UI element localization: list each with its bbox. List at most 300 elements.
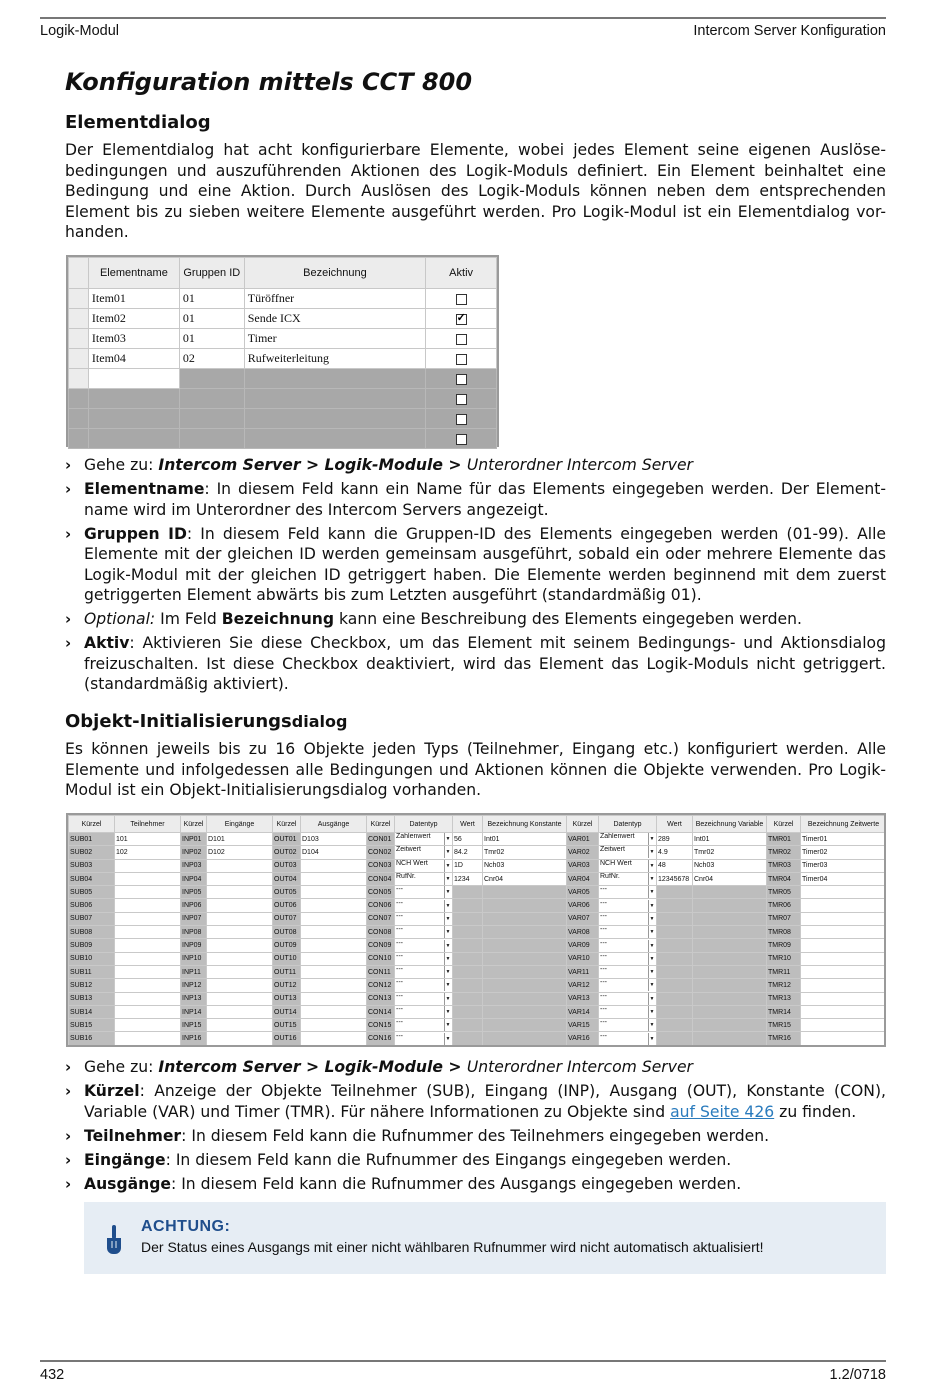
datatype-dropdown[interactable] <box>600 940 655 952</box>
table-cell-name[interactable] <box>88 369 179 389</box>
table-cell[interactable] <box>301 1032 367 1045</box>
chevron-down-icon[interactable]: ▼ <box>444 873 451 885</box>
table-cell[interactable] <box>599 886 657 899</box>
table-cell[interactable] <box>395 965 453 978</box>
object-code-cell: TMR01 <box>767 833 801 846</box>
table-cell[interactable] <box>599 1005 657 1018</box>
table-cell[interactable] <box>599 952 657 965</box>
active-checkbox[interactable] <box>456 394 467 405</box>
table-cell[interactable] <box>301 912 367 925</box>
table-cell[interactable] <box>657 886 693 899</box>
table-cell[interactable] <box>599 872 657 885</box>
datatype-dropdown[interactable] <box>600 1033 655 1045</box>
table-cell[interactable] <box>115 886 181 899</box>
active-checkbox[interactable] <box>456 354 467 365</box>
table-cell[interactable] <box>483 1005 567 1018</box>
table-cell[interactable] <box>801 926 887 939</box>
table-cell[interactable] <box>453 899 483 912</box>
table-cell-desc[interactable] <box>244 429 425 449</box>
table-cell[interactable] <box>207 872 273 885</box>
table-cell[interactable]: D101 <box>207 833 273 846</box>
chevron-down-icon[interactable]: ▼ <box>648 940 655 952</box>
table-cell[interactable] <box>599 992 657 1005</box>
table-cell[interactable] <box>395 939 453 952</box>
dropdown-value: --- <box>600 952 607 960</box>
table-cell[interactable] <box>395 992 453 1005</box>
table-cell[interactable] <box>483 979 567 992</box>
datatype-dropdown[interactable] <box>600 846 655 858</box>
table-cell[interactable] <box>801 965 887 978</box>
chevron-down-icon[interactable]: ▼ <box>648 953 655 965</box>
table-cell[interactable]: Tmr02 <box>693 846 767 859</box>
table-cell[interactable] <box>693 952 767 965</box>
datatype-dropdown[interactable] <box>600 873 655 885</box>
table-cell[interactable] <box>599 912 657 925</box>
table-cell[interactable]: D103 <box>301 833 367 846</box>
dropdown-value: --- <box>600 926 607 934</box>
table-cell[interactable] <box>657 926 693 939</box>
table-cell[interactable] <box>453 992 483 1005</box>
table-cell[interactable] <box>301 872 367 885</box>
chevron-down-icon[interactable]: ▼ <box>444 846 451 858</box>
table-cell-name[interactable]: Item03 <box>88 329 179 349</box>
table-cell[interactable] <box>207 912 273 925</box>
chevron-down-icon[interactable]: ▼ <box>444 1019 451 1031</box>
table-cell[interactable] <box>599 859 657 872</box>
active-checkbox[interactable] <box>456 374 467 385</box>
table-cell[interactable] <box>483 899 567 912</box>
datatype-dropdown[interactable] <box>396 993 451 1005</box>
table-cell[interactable] <box>207 939 273 952</box>
table-cell[interactable] <box>483 1019 567 1032</box>
object-code-cell: VAR14 <box>567 1005 599 1018</box>
table-cell[interactable] <box>483 965 567 978</box>
table-cell[interactable] <box>115 926 181 939</box>
table-cell-desc[interactable]: Rufweiterleitung <box>244 349 425 369</box>
table-cell[interactable] <box>693 912 767 925</box>
table-cell[interactable] <box>657 1019 693 1032</box>
chevron-down-icon[interactable]: ▼ <box>648 1006 655 1018</box>
datatype-dropdown[interactable] <box>396 940 451 952</box>
table-cell[interactable]: Timer02 <box>801 846 887 859</box>
table-cell[interactable] <box>801 886 887 899</box>
datatype-dropdown[interactable] <box>396 886 451 898</box>
chevron-down-icon[interactable]: ▼ <box>648 846 655 858</box>
datatype-dropdown[interactable] <box>396 913 451 925</box>
chevron-down-icon[interactable]: ▼ <box>648 979 655 991</box>
table-cell[interactable]: 289 <box>657 833 693 846</box>
table-cell[interactable] <box>115 979 181 992</box>
table-cell[interactable] <box>207 926 273 939</box>
table-cell[interactable]: Cnr04 <box>483 872 567 885</box>
table-cell[interactable] <box>693 992 767 1005</box>
table-cell-desc[interactable] <box>244 369 425 389</box>
table-cell[interactable]: 12345678 <box>657 872 693 885</box>
table-cell[interactable]: 1234 <box>453 872 483 885</box>
table-cell[interactable] <box>693 979 767 992</box>
datatype-dropdown[interactable] <box>396 953 451 965</box>
datatype-dropdown[interactable] <box>396 833 451 845</box>
table-cell[interactable] <box>395 979 453 992</box>
table-cell[interactable] <box>395 872 453 885</box>
table-cell-active <box>426 329 497 349</box>
chevron-down-icon[interactable]: ▼ <box>444 913 451 925</box>
table-cell[interactable] <box>207 992 273 1005</box>
chevron-down-icon[interactable]: ▼ <box>648 886 655 898</box>
table-cell[interactable] <box>301 859 367 872</box>
table-cell[interactable] <box>115 952 181 965</box>
chevron-down-icon[interactable]: ▼ <box>648 966 655 978</box>
chevron-down-icon[interactable]: ▼ <box>444 886 451 898</box>
datatype-dropdown[interactable] <box>396 979 451 991</box>
datatype-dropdown[interactable] <box>396 1006 451 1018</box>
table-cell[interactable] <box>483 1032 567 1045</box>
table-cell-desc[interactable]: Sende ICX <box>244 309 425 329</box>
bullet-item <box>65 1057 886 1078</box>
table-cell[interactable] <box>207 899 273 912</box>
datatype-dropdown[interactable] <box>396 1033 451 1045</box>
note-text: Der Status eines Ausgangs mit einer nicht wählbaren Rufnummer wird nicht automatisch aktualisiert! <box>141 1239 764 1255</box>
chevron-right-icon: › <box>65 1150 72 1169</box>
chevron-down-icon[interactable]: ▼ <box>444 953 451 965</box>
dropdown-value: --- <box>396 899 403 907</box>
table-cell[interactable] <box>599 965 657 978</box>
table-cell[interactable] <box>693 886 767 899</box>
datatype-dropdown[interactable] <box>396 873 451 885</box>
table-row <box>69 965 887 978</box>
table-cell[interactable] <box>395 912 453 925</box>
table-cell-active <box>426 409 497 429</box>
active-checkbox[interactable] <box>456 314 467 325</box>
table-cell[interactable] <box>395 1005 453 1018</box>
table-cell[interactable] <box>453 939 483 952</box>
table-cell[interactable] <box>801 952 887 965</box>
table-cell-group[interactable]: 01 <box>179 309 244 329</box>
table-cell[interactable] <box>657 912 693 925</box>
table-cell[interactable]: 102 <box>115 846 181 859</box>
table-cell[interactable] <box>453 979 483 992</box>
table-cell[interactable] <box>301 952 367 965</box>
table-cell[interactable] <box>801 979 887 992</box>
table-cell[interactable]: Tmr02 <box>483 846 567 859</box>
table-cell[interactable] <box>115 899 181 912</box>
table-cell[interactable]: Nch03 <box>483 859 567 872</box>
datatype-dropdown[interactable] <box>396 860 451 872</box>
object-code-cell: OUT02 <box>273 846 301 859</box>
datatype-dropdown[interactable] <box>396 846 451 858</box>
object-code-cell: INP10 <box>181 952 207 965</box>
datatype-dropdown[interactable] <box>600 966 655 978</box>
table-cell[interactable] <box>207 1032 273 1045</box>
table-row <box>69 1005 887 1018</box>
chevron-down-icon[interactable]: ▼ <box>444 966 451 978</box>
active-checkbox[interactable] <box>456 294 467 305</box>
datatype-dropdown[interactable] <box>600 993 655 1005</box>
table-cell[interactable] <box>801 1032 887 1045</box>
table-cell[interactable] <box>483 939 567 952</box>
active-checkbox[interactable] <box>456 434 467 445</box>
table-cell[interactable] <box>395 846 453 859</box>
table-cell[interactable] <box>115 965 181 978</box>
table-cell[interactable]: Cnr04 <box>693 872 767 885</box>
active-checkbox[interactable] <box>456 414 467 425</box>
table-cell[interactable]: D102 <box>207 846 273 859</box>
table-cell-name[interactable] <box>88 389 179 409</box>
table-cell[interactable] <box>801 1005 887 1018</box>
table-cell[interactable] <box>483 912 567 925</box>
table-cell[interactable] <box>801 992 887 1005</box>
chevron-down-icon[interactable]: ▼ <box>648 900 655 912</box>
table-cell[interactable] <box>599 846 657 859</box>
table-cell[interactable] <box>483 926 567 939</box>
chevron-down-icon[interactable]: ▼ <box>648 993 655 1005</box>
active-checkbox[interactable] <box>456 334 467 345</box>
table-cell[interactable] <box>693 899 767 912</box>
datatype-dropdown[interactable] <box>600 900 655 912</box>
section2-paragraph: Es können jeweils bis zu 16 Objekte jeden Typs (Teilnehmer, Eingang etc.) konfiguriert werden. Alle Elemente und infolgedessen alle Bedingungen und Aktionen können die Objekte verwenden. Pro Logik-Modul ist ein Objekt-Initialisierungsdialog vorhanden. <box>65 740 886 799</box>
table-cell[interactable] <box>453 1032 483 1045</box>
row-selector[interactable] <box>69 289 89 309</box>
table-cell-desc[interactable]: Timer <box>244 329 425 349</box>
table-cell[interactable] <box>693 965 767 978</box>
table-cell[interactable] <box>301 1005 367 1018</box>
table-cell[interactable]: Timer03 <box>801 859 887 872</box>
table-cell[interactable] <box>207 979 273 992</box>
table-cell[interactable]: Timer01 <box>801 833 887 846</box>
table-cell[interactable] <box>301 965 367 978</box>
column-header: Kürzel <box>367 816 395 833</box>
table-cell[interactable] <box>115 1032 181 1045</box>
table-cell-name[interactable] <box>88 409 179 429</box>
object-code-cell: TMR08 <box>767 926 801 939</box>
table-cell[interactable] <box>483 886 567 899</box>
object-code-cell: VAR11 <box>567 965 599 978</box>
table-cell[interactable] <box>207 952 273 965</box>
table-cell[interactable] <box>693 1032 767 1045</box>
table-cell-desc[interactable] <box>244 409 425 429</box>
object-code-cell: SUB16 <box>69 1032 115 1045</box>
table-cell[interactable] <box>599 979 657 992</box>
table-cell[interactable] <box>599 833 657 846</box>
table-cell[interactable] <box>207 1005 273 1018</box>
dropdown-value: Zeitwert <box>600 846 625 854</box>
table-cell[interactable] <box>115 912 181 925</box>
table-cell[interactable] <box>599 926 657 939</box>
datatype-dropdown[interactable] <box>600 860 655 872</box>
table-cell[interactable] <box>395 1032 453 1045</box>
table-row <box>69 952 887 965</box>
chevron-down-icon[interactable]: ▼ <box>648 913 655 925</box>
table-cell[interactable]: 101 <box>115 833 181 846</box>
row-selector[interactable] <box>69 349 89 369</box>
object-code-cell: OUT08 <box>273 926 301 939</box>
table-cell[interactable] <box>453 1019 483 1032</box>
object-code-cell: VAR16 <box>567 1032 599 1045</box>
chevron-down-icon[interactable]: ▼ <box>648 873 655 885</box>
table-cell[interactable] <box>301 939 367 952</box>
chevron-down-icon[interactable]: ▼ <box>648 926 655 938</box>
table-cell[interactable]: 48 <box>657 859 693 872</box>
table-cell-desc[interactable]: Türöffner <box>244 289 425 309</box>
datatype-dropdown[interactable] <box>600 1006 655 1018</box>
table-cell[interactable] <box>453 965 483 978</box>
table-cell[interactable] <box>207 1019 273 1032</box>
table-cell[interactable] <box>301 926 367 939</box>
table-cell[interactable] <box>599 1032 657 1045</box>
object-code-cell: CON05 <box>367 886 395 899</box>
table-cell[interactable] <box>801 939 887 952</box>
datatype-dropdown[interactable] <box>396 900 451 912</box>
table-cell[interactable] <box>115 939 181 952</box>
table-cell[interactable]: 84.2 <box>453 846 483 859</box>
row-selector[interactable] <box>69 389 89 409</box>
table-cell[interactable] <box>301 899 367 912</box>
row-selector[interactable] <box>69 369 89 389</box>
table-cell-name[interactable]: Item02 <box>88 309 179 329</box>
table-cell[interactable] <box>657 939 693 952</box>
table-cell[interactable] <box>657 1005 693 1018</box>
chevron-down-icon[interactable]: ▼ <box>444 940 451 952</box>
table-cell[interactable] <box>395 952 453 965</box>
table-cell[interactable] <box>801 912 887 925</box>
table-row <box>69 833 887 846</box>
table-cell[interactable]: 4.9 <box>657 846 693 859</box>
table-cell[interactable] <box>657 992 693 1005</box>
table-cell[interactable] <box>395 926 453 939</box>
table-cell[interactable] <box>453 912 483 925</box>
table-cell[interactable]: 56 <box>453 833 483 846</box>
chevron-down-icon[interactable]: ▼ <box>444 926 451 938</box>
table-cell[interactable] <box>693 1005 767 1018</box>
table-cell[interactable] <box>301 979 367 992</box>
table-cell-group[interactable] <box>179 429 244 449</box>
datatype-dropdown[interactable] <box>600 1019 655 1031</box>
chevron-down-icon[interactable]: ▼ <box>444 1033 451 1045</box>
table-cell[interactable] <box>657 965 693 978</box>
table-cell-group[interactable] <box>179 409 244 429</box>
datatype-dropdown[interactable] <box>600 926 655 938</box>
table-cell[interactable] <box>301 886 367 899</box>
object-code-cell: TMR12 <box>767 979 801 992</box>
datatype-dropdown[interactable] <box>600 953 655 965</box>
chevron-down-icon[interactable]: ▼ <box>648 1033 655 1045</box>
table-cell[interactable] <box>395 899 453 912</box>
table-cell[interactable] <box>207 859 273 872</box>
datatype-dropdown[interactable] <box>600 913 655 925</box>
table-cell[interactable] <box>483 992 567 1005</box>
table-cell[interactable]: Nch03 <box>693 859 767 872</box>
table-cell[interactable] <box>453 952 483 965</box>
table-cell[interactable] <box>301 1019 367 1032</box>
table-cell[interactable] <box>301 992 367 1005</box>
chevron-down-icon[interactable]: ▼ <box>444 900 451 912</box>
table-cell-desc[interactable] <box>244 389 425 409</box>
table-cell[interactable]: Int01 <box>483 833 567 846</box>
table-cell[interactable] <box>599 899 657 912</box>
table-cell-group[interactable] <box>179 369 244 389</box>
datatype-dropdown[interactable] <box>600 833 655 845</box>
table-cell[interactable] <box>657 952 693 965</box>
table-cell[interactable] <box>801 899 887 912</box>
row-selector[interactable] <box>69 429 89 449</box>
chevron-down-icon[interactable]: ▼ <box>648 860 655 872</box>
object-code-cell: TMR14 <box>767 1005 801 1018</box>
table-cell[interactable] <box>657 1032 693 1045</box>
table-cell[interactable] <box>115 1005 181 1018</box>
object-code-cell: CON16 <box>367 1032 395 1045</box>
chevron-down-icon[interactable]: ▼ <box>444 833 451 845</box>
table-cell[interactable] <box>395 1019 453 1032</box>
table-cell[interactable] <box>453 926 483 939</box>
table-cell[interactable] <box>115 1019 181 1032</box>
table-cell[interactable] <box>395 859 453 872</box>
table-cell-name[interactable] <box>88 429 179 449</box>
bullet-item <box>65 479 886 520</box>
bullet-item <box>65 1174 886 1195</box>
chevron-down-icon[interactable]: ▼ <box>444 993 451 1005</box>
table-cell-group[interactable]: 02 <box>179 349 244 369</box>
row-selector[interactable] <box>69 309 89 329</box>
table-cell[interactable] <box>207 886 273 899</box>
table-cell[interactable] <box>599 939 657 952</box>
table-cell[interactable]: D104 <box>301 846 367 859</box>
table-cell[interactable] <box>801 1019 887 1032</box>
object-code-cell: CON13 <box>367 992 395 1005</box>
table-cell[interactable]: 1D <box>453 859 483 872</box>
row-selector[interactable] <box>69 409 89 429</box>
table-cell-group[interactable]: 01 <box>179 329 244 349</box>
table-cell[interactable] <box>115 872 181 885</box>
table-cell[interactable] <box>693 939 767 952</box>
table-cell[interactable] <box>207 965 273 978</box>
datatype-dropdown[interactable] <box>600 979 655 991</box>
chevron-down-icon[interactable]: ▼ <box>444 979 451 991</box>
table-cell-group[interactable] <box>179 389 244 409</box>
table-cell[interactable] <box>483 952 567 965</box>
datatype-dropdown[interactable] <box>396 1019 451 1031</box>
table-cell[interactable]: Timer04 <box>801 872 887 885</box>
table-cell[interactable] <box>693 1019 767 1032</box>
datatype-dropdown[interactable] <box>396 966 451 978</box>
table-cell[interactable] <box>115 859 181 872</box>
page-reference-link[interactable]: auf Seite 426 <box>670 1102 775 1121</box>
dropdown-value: RufNr. <box>396 873 416 881</box>
table-cell[interactable] <box>657 979 693 992</box>
datatype-dropdown[interactable] <box>396 926 451 938</box>
chevron-down-icon[interactable]: ▼ <box>444 860 451 872</box>
table-cell[interactable] <box>395 886 453 899</box>
row-selector[interactable] <box>69 329 89 349</box>
table-cell-name[interactable]: Item01 <box>88 289 179 309</box>
table-cell[interactable] <box>115 992 181 1005</box>
table-cell[interactable] <box>453 1005 483 1018</box>
datatype-dropdown[interactable] <box>600 886 655 898</box>
chevron-down-icon[interactable]: ▼ <box>648 1019 655 1031</box>
table-cell[interactable] <box>395 833 453 846</box>
table-cell-name[interactable]: Item04 <box>88 349 179 369</box>
chevron-down-icon[interactable]: ▼ <box>648 833 655 845</box>
object-code-cell: INP16 <box>181 1032 207 1045</box>
table-cell[interactable] <box>599 1019 657 1032</box>
table-cell[interactable] <box>453 886 483 899</box>
table-cell[interactable] <box>693 926 767 939</box>
table-cell-group[interactable]: 01 <box>179 289 244 309</box>
table-cell[interactable]: Int01 <box>693 833 767 846</box>
object-code-cell: INP02 <box>181 846 207 859</box>
object-code-cell: TMR05 <box>767 886 801 899</box>
chevron-down-icon[interactable]: ▼ <box>444 1006 451 1018</box>
table-cell[interactable] <box>657 899 693 912</box>
